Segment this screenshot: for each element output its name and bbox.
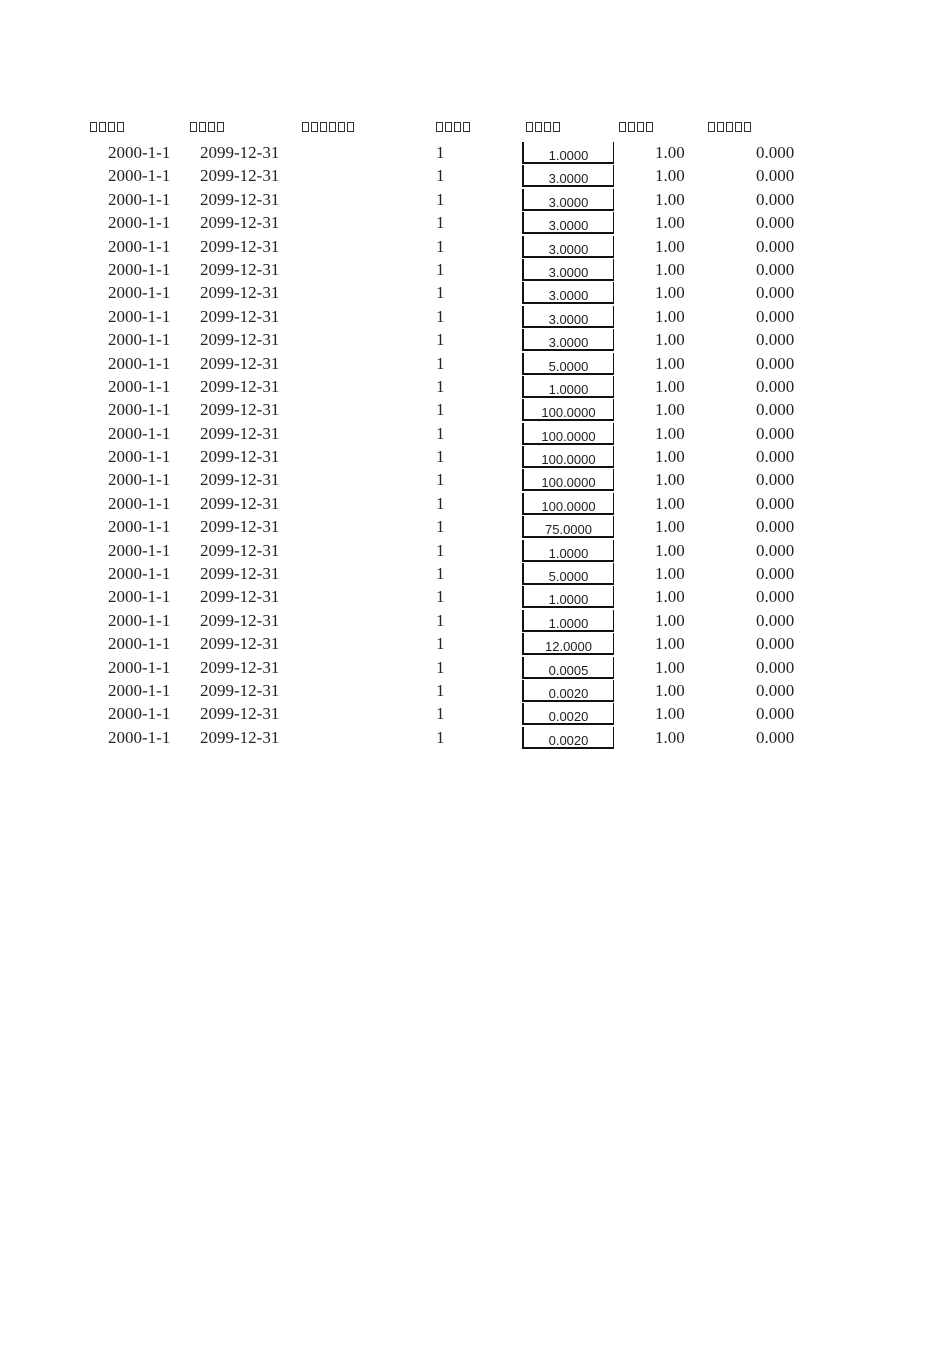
table-row: [0, 610, 950, 633]
cell-quantity[interactable]: 3.0000: [522, 282, 614, 304]
cell-end-date: 2099-12-31: [200, 680, 280, 700]
cell-rate: 0.000: [756, 259, 795, 279]
table-row: [0, 446, 950, 469]
cell-start-date: 2000-1-1: [108, 470, 171, 490]
table-row: [0, 189, 950, 212]
cell-end-date: 2099-12-31: [200, 610, 280, 630]
cell-end-date: 2099-12-31: [200, 657, 280, 677]
cell-end-date: 2099-12-31: [200, 727, 280, 747]
cell-quantity[interactable]: 3.0000: [522, 306, 614, 328]
cell-quantity[interactable]: 12.0000: [522, 633, 614, 655]
cell-start-date: 2000-1-1: [108, 564, 171, 584]
cell-end-date: 2099-12-31: [200, 306, 280, 326]
cell-flag: 1: [436, 634, 445, 654]
cell-factor: 1.00: [655, 634, 685, 654]
cell-flag: 1: [436, 400, 445, 420]
cell-start-date: 2000-1-1: [108, 306, 171, 326]
cell-flag: 1: [436, 306, 445, 326]
cell-quantity[interactable]: 100.0000: [522, 469, 614, 491]
cell-end-date: 2099-12-31: [200, 400, 280, 420]
cell-factor: 1.00: [655, 259, 685, 279]
cell-rate: 0.000: [756, 306, 795, 326]
cell-flag: 1: [436, 283, 445, 303]
cell-flag: 1: [436, 353, 445, 373]
table-row: [0, 353, 950, 376]
cell-start-date: 2000-1-1: [108, 634, 171, 654]
cell-start-date: 2000-1-1: [108, 680, 171, 700]
cell-end-date: 2099-12-31: [200, 143, 280, 162]
cell-factor: 1.00: [655, 400, 685, 420]
cell-rate: 0.000: [756, 470, 795, 490]
cell-end-date: 2099-12-31: [200, 189, 280, 209]
cell-flag: 1: [436, 447, 445, 467]
cell-flag: 1: [436, 657, 445, 677]
table-row: [0, 376, 950, 399]
cell-rate: 0.000: [756, 493, 795, 513]
cell-rate: 0.000: [756, 143, 795, 162]
cell-factor: 1.00: [655, 447, 685, 467]
cell-end-date: 2099-12-31: [200, 330, 280, 350]
table-row: [0, 469, 950, 492]
cell-rate: 0.000: [756, 540, 795, 560]
cell-flag: 1: [436, 376, 445, 396]
cell-factor: 1.00: [655, 540, 685, 560]
cell-quantity[interactable]: 3.0000: [522, 236, 614, 258]
cell-start-date: 2000-1-1: [108, 330, 171, 350]
column-header-7: [708, 120, 753, 136]
cell-rate: 0.000: [756, 680, 795, 700]
cell-flag: 1: [436, 727, 445, 747]
cell-rate: 0.000: [756, 283, 795, 303]
cell-quantity[interactable]: 100.0000: [522, 446, 614, 468]
cell-rate: 0.000: [756, 727, 795, 747]
table-row: [0, 680, 950, 703]
cell-flag: 1: [436, 704, 445, 724]
cell-flag: 1: [436, 680, 445, 700]
cell-factor: 1.00: [655, 143, 685, 162]
cell-end-date: 2099-12-31: [200, 166, 280, 186]
table-row: [0, 282, 950, 305]
cell-flag: 1: [436, 540, 445, 560]
cell-factor: 1.00: [655, 353, 685, 373]
table-row: [0, 516, 950, 539]
cell-start-date: 2000-1-1: [108, 493, 171, 513]
cell-end-date: 2099-12-31: [200, 540, 280, 560]
column-header-6: [619, 120, 655, 136]
cell-quantity[interactable]: 100.0000: [522, 493, 614, 515]
cell-start-date: 2000-1-1: [108, 657, 171, 677]
cell-start-date: 2000-1-1: [108, 727, 171, 747]
cell-rate: 0.000: [756, 189, 795, 209]
cell-start-date: 2000-1-1: [108, 423, 171, 443]
table-row: [0, 423, 950, 446]
cell-start-date: 2000-1-1: [108, 517, 171, 537]
cell-factor: 1.00: [655, 213, 685, 233]
cell-quantity[interactable]: 0.0020: [522, 727, 614, 749]
cell-factor: 1.00: [655, 517, 685, 537]
cell-factor: 1.00: [655, 727, 685, 747]
cell-factor: 1.00: [655, 166, 685, 186]
cell-quantity[interactable]: 100.0000: [522, 399, 614, 421]
cell-start-date: 2000-1-1: [108, 376, 171, 396]
cell-factor: 1.00: [655, 236, 685, 256]
cell-rate: 0.000: [756, 353, 795, 373]
cell-rate: 0.000: [756, 213, 795, 233]
cell-rate: 0.000: [756, 517, 795, 537]
cell-flag: 1: [436, 189, 445, 209]
cell-factor: 1.00: [655, 610, 685, 630]
cell-rate: 0.000: [756, 657, 795, 677]
cell-start-date: 2000-1-1: [108, 283, 171, 303]
cell-factor: 1.00: [655, 376, 685, 396]
cell-start-date: 2000-1-1: [108, 704, 171, 724]
cell-factor: 1.00: [655, 704, 685, 724]
cell-start-date: 2000-1-1: [108, 540, 171, 560]
cell-rate: 0.000: [756, 587, 795, 607]
cell-end-date: 2099-12-31: [200, 213, 280, 233]
table-row: [0, 493, 950, 516]
cell-flag: 1: [436, 213, 445, 233]
cell-quantity[interactable]: 3.0000: [522, 165, 614, 187]
cell-flag: 1: [436, 517, 445, 537]
table-row: [0, 399, 950, 422]
table-row: [0, 586, 950, 609]
cell-flag: 1: [436, 493, 445, 513]
cell-quantity[interactable]: 3.0000: [522, 189, 614, 211]
cell-start-date: 2000-1-1: [108, 400, 171, 420]
cell-factor: 1.00: [655, 470, 685, 490]
cell-start-date: 2000-1-1: [108, 587, 171, 607]
cell-end-date: 2099-12-31: [200, 236, 280, 256]
cell-flag: 1: [436, 330, 445, 350]
cell-end-date: 2099-12-31: [200, 704, 280, 724]
cell-rate: 0.000: [756, 236, 795, 256]
cell-factor: 1.00: [655, 493, 685, 513]
cell-flag: 1: [436, 564, 445, 584]
cell-quantity[interactable]: 1.0000: [522, 586, 614, 608]
cell-quantity[interactable]: 3.0000: [522, 259, 614, 281]
column-header-4: [436, 120, 472, 136]
cell-flag: 1: [436, 610, 445, 630]
table-row: [0, 306, 950, 329]
cell-rate: 0.000: [756, 400, 795, 420]
table-row: [0, 657, 950, 680]
cell-flag: 1: [436, 423, 445, 443]
cell-quantity[interactable]: 3.0000: [522, 329, 614, 351]
cell-quantity[interactable]: 1.0000: [522, 610, 614, 632]
cell-factor: 1.00: [655, 587, 685, 607]
table-row: [0, 329, 950, 352]
cell-flag: 1: [436, 470, 445, 490]
table-row: [0, 540, 950, 563]
column-header-start-date: [90, 120, 126, 136]
cell-factor: 1.00: [655, 680, 685, 700]
cell-flag: 1: [436, 259, 445, 279]
cell-rate: 0.000: [756, 634, 795, 654]
cell-start-date: 2000-1-1: [108, 166, 171, 186]
cell-start-date: 2000-1-1: [108, 259, 171, 279]
cell-quantity[interactable]: 0.0005: [522, 657, 614, 679]
cell-start-date: 2000-1-1: [108, 447, 171, 467]
cell-end-date: 2099-12-31: [200, 259, 280, 279]
cell-rate: 0.000: [756, 330, 795, 350]
cell-end-date: 2099-12-31: [200, 587, 280, 607]
cell-end-date: 2099-12-31: [200, 493, 280, 513]
column-header-5: [526, 120, 562, 136]
cell-start-date: 2000-1-1: [108, 213, 171, 233]
cell-quantity[interactable]: 3.0000: [522, 212, 614, 234]
cell-end-date: 2099-12-31: [200, 353, 280, 373]
table-row: [0, 727, 950, 750]
cell-end-date: 2099-12-31: [200, 376, 280, 396]
cell-rate: 0.000: [756, 423, 795, 443]
cell-end-date: 2099-12-31: [200, 283, 280, 303]
cell-flag: 1: [436, 166, 445, 186]
cell-factor: 1.00: [655, 189, 685, 209]
table-row: [0, 212, 950, 235]
column-header-end-date: [190, 120, 226, 136]
cell-rate: 0.000: [756, 376, 795, 396]
cell-end-date: 2099-12-31: [200, 517, 280, 537]
table-row: [0, 703, 950, 726]
cell-flag: 1: [436, 236, 445, 256]
cell-start-date: 2000-1-1: [108, 353, 171, 373]
cell-factor: 1.00: [655, 657, 685, 677]
cell-start-date: 2000-1-1: [108, 189, 171, 209]
table-row: [0, 142, 950, 165]
cell-end-date: 2099-12-31: [200, 564, 280, 584]
cell-factor: 1.00: [655, 423, 685, 443]
cell-factor: 1.00: [655, 306, 685, 326]
cell-quantity[interactable]: 75.0000: [522, 516, 614, 538]
table-row: [0, 165, 950, 188]
cell-start-date: 2000-1-1: [108, 236, 171, 256]
cell-flag: 1: [436, 587, 445, 607]
cell-rate: 0.000: [756, 564, 795, 584]
cell-quantity[interactable]: 1.0000: [522, 142, 614, 164]
cell-quantity[interactable]: 1.0000: [522, 376, 614, 398]
data-rows: [0, 142, 950, 750]
cell-quantity[interactable]: 1.0000: [522, 540, 614, 562]
cell-quantity[interactable]: 0.0020: [522, 680, 614, 702]
cell-quantity[interactable]: 100.0000: [522, 423, 614, 445]
cell-factor: 1.00: [655, 283, 685, 303]
cell-flag: 1: [436, 143, 445, 162]
table-row: [0, 633, 950, 656]
cell-rate: 0.000: [756, 166, 795, 186]
cell-factor: 1.00: [655, 564, 685, 584]
cell-factor: 1.00: [655, 330, 685, 350]
cell-end-date: 2099-12-31: [200, 447, 280, 467]
cell-rate: 0.000: [756, 610, 795, 630]
column-header-3: [302, 120, 356, 136]
cell-rate: 0.000: [756, 704, 795, 724]
cell-start-date: 2000-1-1: [108, 143, 171, 162]
cell-end-date: 2099-12-31: [200, 470, 280, 490]
cell-end-date: 2099-12-31: [200, 634, 280, 654]
cell-quantity[interactable]: 5.0000: [522, 563, 614, 585]
table-row: [0, 236, 950, 259]
table-row: [0, 563, 950, 586]
cell-rate: 0.000: [756, 447, 795, 467]
cell-quantity[interactable]: 0.0020: [522, 703, 614, 725]
table-row: [0, 259, 950, 282]
cell-start-date: 2000-1-1: [108, 610, 171, 630]
cell-quantity[interactable]: 5.0000: [522, 353, 614, 375]
cell-end-date: 2099-12-31: [200, 423, 280, 443]
